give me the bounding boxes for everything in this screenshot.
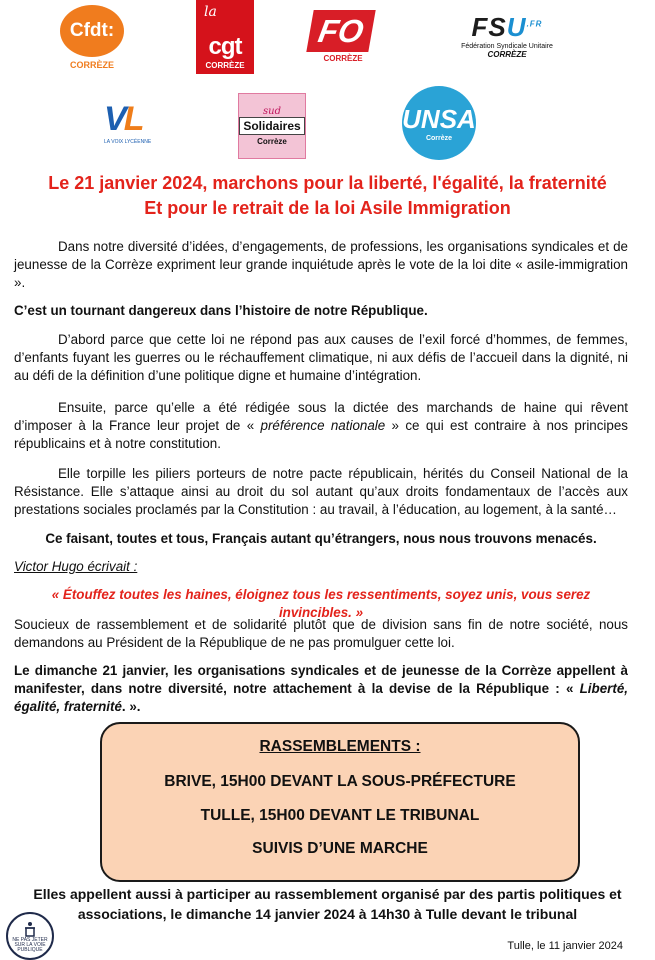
dimanche-text-a: Le dimanche 21 janvier, les organisations syndicales et de jeunesse de la Corrèze appellent à manifester, dans notre diversité, notre attachement à la devise de la République : « [14, 663, 628, 696]
document-date: Tulle, le 11 janvier 2024 [507, 940, 623, 952]
rassemblement-brive: BRIVE, 15H00 DEVANT LA SOUS-PRÉFECTURE [164, 773, 516, 790]
cgt-logo-sub: CORRÈZE [205, 61, 245, 70]
cgt-logo-mark: cgt [208, 33, 242, 60]
fsu-logo-name2: U [506, 12, 527, 42]
fo-logo [310, 10, 376, 66]
trash-icon [21, 920, 39, 938]
cfdt-logo-sub: CORRÈZE [69, 60, 114, 70]
paragraph-torpille: Elle torpille les piliers porteurs de notre pacte républicain, hérités du Conseil National de la Résistance. Elle s’attaque ainsi au droit du sol autant qu’aux droits fondamentaux de l’accès aux prestations sociales proclamés par la Constitution : au travail, à l’éducation, au logement, à la santé… [14, 466, 628, 517]
ensuite-text-c: » ce qui est contraire à nos principes républicains et à notre constitution. [14, 418, 628, 451]
cgt-logo-la: la [204, 4, 217, 20]
paragraph-ensuite [14, 399, 628, 453]
dimanche-text-c: . ». [121, 699, 141, 714]
fsu-logo [447, 12, 567, 72]
fo-logo-mark: FO [306, 10, 375, 52]
paragraph-tournant: C’est un tournant dangereux dans l’histoire de notre République. [14, 303, 428, 318]
rassemblements-box [100, 722, 580, 882]
cfdt-logo [60, 5, 124, 75]
ensuite-text-emphasis: préférence nationale [260, 418, 386, 433]
vl-logo-name2: L [123, 100, 142, 138]
vl-logo-sub: LA VOIX LYCÉENNE [104, 139, 152, 145]
paragraph-abord: D’abord parce que cette loi ne répond pas aux causes de l’exil forcé d’hommes, de femmes, d’enfants fuyant les guerres ou le réchauffement climatique, ni aux défis de l’accueil dans la dignité, ni au défi de la définition d’une politique digne et humaine d’intégration. [14, 332, 628, 383]
title-line-1: Le 21 janvier 2024, marchons pour la liberté, l'égalité, la fraternité [48, 173, 607, 193]
fsu-logo-mark [447, 12, 567, 43]
cgt-logo [196, 0, 254, 74]
rassemblement-marche: SUIVIS D’UNE MARCHE [252, 840, 428, 857]
quote-author [14, 558, 628, 576]
unsa-logo [402, 86, 476, 160]
quote-author-text: Victor Hugo écrivait : [14, 559, 138, 574]
fsu-logo-line1: Fédération Syndicale Unitaire [461, 43, 553, 50]
rassemblement-tulle: TULLE, 15H00 DEVANT LE TRIBUNAL [200, 807, 480, 824]
solidaires-logo-sud: sud [263, 106, 281, 117]
unsa-logo-mark: UNSA [402, 104, 476, 134]
paragraph-menaces: Ce faisant, toutes et tous, Français autant qu’étrangers, nous nous trouvons menacés. [45, 531, 597, 546]
no-litter-text: NE PAS JETER SUR LA VOIE PUBLIQUE [12, 936, 48, 953]
vl-logo [104, 100, 166, 150]
fo-logo-sub: CORRÈZE [323, 54, 363, 63]
title-line-2: Et pour le retrait de la loi Asile Immigration [144, 198, 511, 218]
unsa-logo-sub: Corrèze [425, 135, 453, 142]
vl-logo-name1: V [104, 100, 124, 138]
quote-text: « Étouffez toutes les haines, éloignez tous les ressentiments, soyez unis, vous serez invincibles. » [51, 587, 591, 620]
solidaires-logo-mark: Solidaires [239, 117, 304, 135]
rassemblements-heading: RASSEMBLEMENTS : [259, 738, 421, 755]
fsu-logo-name1: FS [471, 12, 507, 42]
fsu-logo-line2: CORRÈZE [487, 50, 527, 59]
cfdt-logo-mark: Cfdt: [60, 5, 124, 57]
dimanche-text-emphasis: Liberté, égalité, fraternité [14, 681, 628, 714]
footer-call: Elles appellent aussi à participer au rassemblement organisé par des partis politiques et associations, le dimanche 14 janvier 2024 à 14h30 à Tulle devant le tribunal [33, 886, 622, 922]
no-litter-stamp [6, 912, 54, 960]
paragraph-soucieux: Soucieux de rassemblement et de solidarité plutôt que de division sans fin de notre société, nous demandons au Président de la République de ne pas promulguer cette loi. [14, 617, 628, 650]
vl-logo-mark [104, 100, 166, 139]
paragraph-dimanche [14, 662, 628, 716]
ensuite-text-a: Ensuite, parce qu’elle a été rédigée sous la dictée des marchands de haine qui rêvent d’imposer à la France leur projet de « [14, 400, 628, 433]
solidaires-logo [238, 93, 306, 159]
fsu-logo-fr: .FR [526, 19, 543, 29]
solidaires-logo-sub: Corrèze [257, 137, 287, 146]
paragraph-intro: Dans notre diversité d’idées, d’engagements, de professions, les organisations syndicales et de jeunesse de la Corrèze expriment leur grande inquiétude après le vote de la loi dite « asile-immigration ». [14, 239, 628, 290]
